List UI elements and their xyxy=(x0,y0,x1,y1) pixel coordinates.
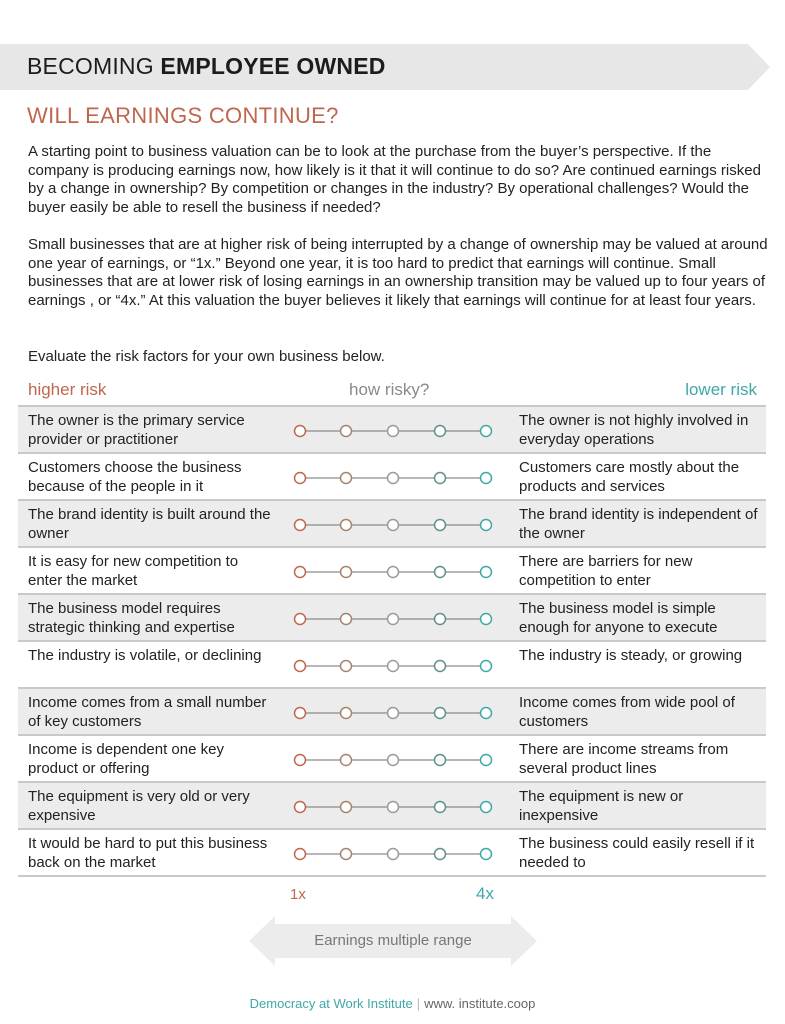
risk-scale xyxy=(290,548,495,593)
risk-option-4[interactable] xyxy=(435,755,446,766)
section-title: WILL EARNINGS CONTINUE? xyxy=(27,103,339,128)
lower-risk-factor: The industry is steady, or growing xyxy=(519,647,743,664)
risk-option-3[interactable] xyxy=(388,473,399,484)
risk-option-1[interactable] xyxy=(295,708,306,719)
risk-option-2[interactable] xyxy=(341,520,352,531)
risk-option-4[interactable] xyxy=(435,614,446,625)
risk-option-1[interactable] xyxy=(295,473,306,484)
risk-row xyxy=(18,640,766,687)
earnings-range-label: Earnings multiple range xyxy=(314,932,472,949)
risk-row xyxy=(18,405,766,452)
risk-option-4[interactable] xyxy=(435,426,446,437)
valuation-paragraph: Small businesses that are at higher risk of being interrupted by a change of ownership may be valued at around one year of earnings, or “1x.” Beyond one year, it is too hard to predict that earnings will continue. Small businesses that are at lower risk of losing earnings in an ownership transition may be valued up to four years of earnings , or “4x.” At this valuation the buyer believes it likely that earnings will continue for at least four years. xyxy=(28,236,768,309)
higher-risk-factor: Income is dependent one key product or offering xyxy=(28,741,224,777)
risk-option-1[interactable] xyxy=(295,755,306,766)
risk-option-3[interactable] xyxy=(388,708,399,719)
risk-option-3[interactable] xyxy=(388,567,399,578)
lower-risk-factor: Customers care mostly about the products and services xyxy=(519,459,740,495)
higher-risk-factor: It would be hard to put this business back on the market xyxy=(28,835,268,871)
risk-row xyxy=(18,593,766,640)
risk-option-3[interactable] xyxy=(388,426,399,437)
instruction-paragraph: Evaluate the risk factors for your own business below. xyxy=(28,348,385,365)
lower-risk-factor: The brand identity is independent of the owner xyxy=(519,506,758,542)
risk-option-4[interactable] xyxy=(435,849,446,860)
higher-risk-factor: The equipment is very old or very expensive xyxy=(28,788,250,824)
risk-option-1[interactable] xyxy=(295,567,306,578)
risk-option-1[interactable] xyxy=(295,849,306,860)
risk-option-4[interactable] xyxy=(435,567,446,578)
risk-option-2[interactable] xyxy=(341,661,352,672)
risk-option-1[interactable] xyxy=(295,614,306,625)
risk-row xyxy=(18,546,766,593)
risk-option-3[interactable] xyxy=(388,849,399,860)
higher-risk-factor: The brand identity is built around the owner xyxy=(28,506,271,542)
lower-risk-factor: The business model is simple enough for anyone to execute xyxy=(519,600,718,636)
risk-option-5[interactable] xyxy=(481,473,492,484)
higher-risk-factor: The owner is the primary service provider or practitioner xyxy=(28,412,245,448)
risk-scale xyxy=(290,689,495,734)
risk-option-2[interactable] xyxy=(341,473,352,484)
risk-option-2[interactable] xyxy=(341,614,352,625)
lower-risk-factor: The owner is not highly involved in everyday operations xyxy=(519,412,749,448)
risk-option-5[interactable] xyxy=(481,755,492,766)
higher-risk-factor: It is easy for new competition to enter the market xyxy=(28,553,239,589)
risk-option-1[interactable] xyxy=(295,520,306,531)
lower-risk-factor: The business could easily resell if it needed to xyxy=(519,835,755,871)
risk-scale xyxy=(290,642,495,687)
footer xyxy=(0,996,785,1011)
risk-row xyxy=(18,828,766,877)
risk-row xyxy=(18,781,766,828)
risk-option-5[interactable] xyxy=(481,849,492,860)
page-title xyxy=(27,53,386,80)
risk-option-4[interactable] xyxy=(435,520,446,531)
risk-row xyxy=(18,734,766,781)
footer-separator: | xyxy=(416,996,421,1011)
higher-risk-heading: higher risk xyxy=(28,380,107,399)
risk-option-2[interactable] xyxy=(341,802,352,813)
intro-paragraph: A starting point to business valuation can be to look at the purchase from the buyer’s perspective. If the company is producing earnings now, how likely is it that it will continue to do so? Are continued earnings risked by a change in ownership? By competition or changes in the industry? By operational challenges? Would the buyer easily be able to resell the business if needed? xyxy=(28,143,761,216)
risk-option-4[interactable] xyxy=(435,708,446,719)
risk-option-2[interactable] xyxy=(341,708,352,719)
risk-factor-table xyxy=(18,405,766,877)
lower-risk-factor: Income comes from wide pool of customers xyxy=(519,694,735,730)
risk-row xyxy=(18,499,766,546)
scale-min-label: 1x xyxy=(290,886,306,903)
risk-option-4[interactable] xyxy=(435,661,446,672)
how-risky-heading: how risky? xyxy=(349,380,430,399)
risk-option-5[interactable] xyxy=(481,708,492,719)
risk-option-5[interactable] xyxy=(481,661,492,672)
risk-option-3[interactable] xyxy=(388,802,399,813)
risk-option-5[interactable] xyxy=(481,802,492,813)
lower-risk-heading: lower risk xyxy=(685,380,757,399)
higher-risk-factor: Income comes from a small number of key customers xyxy=(28,694,267,730)
risk-option-2[interactable] xyxy=(341,567,352,578)
risk-scale xyxy=(290,454,495,499)
risk-option-1[interactable] xyxy=(295,802,306,813)
title-prefix: BECOMING xyxy=(27,53,161,79)
higher-risk-factor: The business model requires strategic thinking and expertise xyxy=(28,600,235,636)
lower-risk-factor: There are barriers for new competition to enter xyxy=(519,553,693,589)
risk-option-5[interactable] xyxy=(481,520,492,531)
risk-row xyxy=(18,452,766,499)
scale-max-label: 4x xyxy=(476,884,494,903)
risk-option-2[interactable] xyxy=(341,755,352,766)
risk-scale xyxy=(290,407,495,452)
risk-option-2[interactable] xyxy=(341,849,352,860)
risk-scale xyxy=(290,595,495,640)
risk-option-4[interactable] xyxy=(435,802,446,813)
risk-option-5[interactable] xyxy=(481,614,492,625)
higher-risk-factor: The industry is volatile, or declining xyxy=(28,647,262,664)
risk-option-5[interactable] xyxy=(481,567,492,578)
risk-scale xyxy=(290,736,495,781)
risk-scale xyxy=(290,501,495,546)
risk-scale xyxy=(290,830,495,875)
risk-scale xyxy=(290,783,495,828)
risk-option-3[interactable] xyxy=(388,755,399,766)
risk-option-5[interactable] xyxy=(481,426,492,437)
risk-row xyxy=(18,687,766,734)
risk-option-2[interactable] xyxy=(341,426,352,437)
lower-risk-factor: There are income streams from several product lines xyxy=(519,741,729,777)
risk-option-3[interactable] xyxy=(388,614,399,625)
footer-url[interactable]: www. institute.coop xyxy=(424,996,536,1011)
risk-option-3[interactable] xyxy=(388,520,399,531)
risk-option-1[interactable] xyxy=(295,661,306,672)
risk-option-3[interactable] xyxy=(388,661,399,672)
risk-option-4[interactable] xyxy=(435,473,446,484)
higher-risk-factor: Customers choose the business because of the people in it xyxy=(28,459,242,495)
footer-org: Democracy at Work Institute xyxy=(249,996,413,1011)
title-bold: EMPLOYEE OWNED xyxy=(160,53,386,79)
lower-risk-factor: The equipment is new or inexpensive xyxy=(519,788,684,824)
risk-option-1[interactable] xyxy=(295,426,306,437)
